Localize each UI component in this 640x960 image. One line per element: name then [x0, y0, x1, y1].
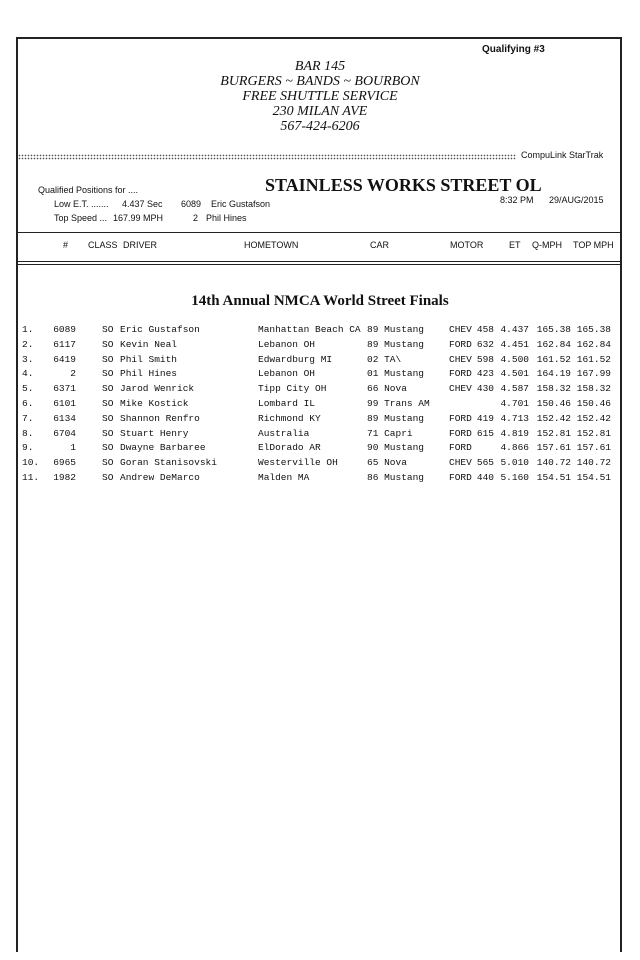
header-rule-bottom-1	[16, 261, 622, 262]
row-car: 86 Mustang	[367, 472, 425, 483]
row-motor-cid: 632	[476, 338, 494, 350]
row-et: 4.819	[500, 427, 529, 439]
row-hometown: Richmond KY	[258, 412, 321, 424]
row-hometown: Lebanon OH	[258, 368, 316, 380]
row-hometown: Edwardburg MI	[258, 353, 333, 365]
row-car-number: 1982	[53, 472, 76, 483]
col-topmph: TOP MPH	[573, 240, 614, 250]
table-row	[0, 457, 640, 472]
row-car: 90 Mustang	[367, 442, 425, 454]
row-driver: Andrew DeMarco	[120, 472, 200, 483]
row-car: 89 Mustang	[367, 338, 425, 350]
row-car: 71 Capri	[367, 427, 413, 439]
row-hometown: ElDorado AR	[258, 442, 321, 454]
col-et: ET	[509, 240, 521, 250]
row-et: 4.437	[500, 324, 529, 335]
row-top-mph: 140.72	[576, 457, 611, 469]
row-motor-make: CHEV	[449, 324, 472, 335]
row-driver: Goran Stanisovski	[120, 457, 217, 469]
sponsor-line-4: 230 MILAN AVE	[272, 104, 368, 119]
table-row	[0, 368, 640, 383]
row-top-mph: 157.61	[576, 442, 611, 454]
col-hometown: HOMETOWN	[244, 240, 299, 250]
low-et-value: 4.437 Sec	[122, 199, 163, 209]
row-motor-make: FORD	[449, 368, 472, 380]
table-row	[0, 398, 640, 413]
row-car: 65 Nova	[367, 457, 407, 469]
row-motor-make: FORD	[449, 412, 472, 424]
row-qmph: 150.46	[536, 398, 571, 409]
row-car-number: 6117	[53, 338, 76, 350]
row-et: 4.866	[500, 442, 529, 454]
row-et: 4.500	[500, 353, 529, 365]
row-class: SO	[102, 353, 114, 365]
row-motor-make: CHEV	[449, 353, 472, 365]
row-top-mph: 167.99	[576, 368, 611, 380]
table-row	[0, 354, 640, 369]
row-et: 4.501	[500, 368, 529, 380]
row-car-number: 1	[70, 442, 76, 454]
brand-label: CompuLink StarTrak	[521, 150, 604, 160]
col-car: CAR	[370, 240, 390, 250]
row-qmph: 162.84	[536, 338, 571, 350]
row-qmph: 158.32	[536, 383, 571, 395]
row-motor-cid: 598	[476, 353, 494, 365]
low-et-label: Low E.T. .......	[54, 199, 109, 209]
row-class: SO	[102, 383, 114, 395]
row-top-mph: 165.38	[576, 324, 611, 335]
table-row	[0, 428, 640, 443]
row-motor-cid: 430	[476, 383, 494, 395]
row-hometown: Lombard IL	[258, 398, 316, 409]
row-car: 89 Mustang	[367, 412, 425, 424]
top-speed-value: 167.99 MPH	[113, 213, 164, 223]
row-class: SO	[102, 427, 114, 439]
row-qmph: 152.42	[536, 412, 571, 424]
row-class: SO	[102, 324, 114, 335]
row-motor-make: FORD	[449, 427, 472, 439]
col-qmph: Q-MPH	[532, 240, 562, 250]
row-et: 4.713	[500, 412, 529, 424]
row-position: 6.	[22, 398, 34, 409]
event-date: 29/AUG/2015	[549, 195, 604, 205]
row-position: 3.	[22, 353, 34, 365]
top-speed-driver: Phil Hines	[206, 213, 247, 223]
row-qmph: 161.52	[536, 353, 571, 365]
header-rule-top	[16, 232, 622, 233]
table-row	[0, 442, 640, 457]
table-row	[0, 383, 640, 398]
row-car: 66 Nova	[367, 383, 407, 395]
row-car: 01 Mustang	[367, 368, 425, 380]
col-driver: DRIVER	[123, 240, 158, 250]
col-num: #	[63, 240, 69, 250]
row-top-mph: 158.32	[576, 383, 611, 395]
row-car-number: 6371	[53, 383, 76, 395]
row-driver: Eric Gustafson	[120, 324, 200, 335]
row-hometown: Tipp City OH	[258, 383, 327, 395]
row-motor-make: FORD	[449, 472, 472, 483]
row-position: 9.	[22, 442, 34, 454]
row-top-mph: 154.51	[576, 472, 611, 483]
row-position: 4.	[22, 368, 34, 380]
row-car-number: 6134	[53, 412, 76, 424]
col-motor: MOTOR	[450, 240, 484, 250]
row-car: 89 Mustang	[367, 324, 425, 335]
row-hometown: Lebanon OH	[258, 338, 316, 350]
row-hometown: Westerville OH	[258, 457, 338, 469]
row-top-mph: 162.84	[576, 338, 611, 350]
row-class: SO	[102, 368, 114, 380]
row-driver: Shannon Renfro	[120, 412, 200, 424]
sponsor-line-3: FREE SHUTTLE SERVICE	[242, 89, 398, 104]
row-driver: Mike Kostick	[120, 398, 189, 409]
row-motor-cid: 419	[476, 412, 494, 424]
row-qmph: 165.38	[536, 324, 571, 335]
row-class: SO	[102, 398, 114, 409]
row-driver: Phil Smith	[120, 353, 178, 365]
sponsor-line-5: 567-424-6206	[280, 119, 360, 134]
row-qmph: 140.72	[536, 457, 571, 469]
table-row	[0, 324, 640, 339]
row-car-number: 6704	[53, 427, 76, 439]
row-qmph: 152.81	[536, 427, 571, 439]
row-car: 99 Trans AM	[367, 398, 430, 409]
row-position: 11.	[22, 472, 40, 483]
row-class: SO	[102, 338, 114, 350]
row-class: SO	[102, 442, 114, 454]
row-et: 5.010	[500, 457, 529, 469]
row-driver: Jarod Wenrick	[120, 383, 195, 395]
top-speed-label: Top Speed ...	[54, 213, 108, 223]
row-position: 8.	[22, 427, 34, 439]
row-hometown: Malden MA	[258, 472, 310, 483]
row-car-number: 6965	[53, 457, 76, 469]
row-et: 4.587	[500, 383, 529, 395]
top-speed-car: 2	[193, 213, 199, 223]
row-driver: Kevin Neal	[120, 338, 178, 350]
row-et: 5.160	[500, 472, 529, 483]
row-top-mph: 161.52	[576, 353, 611, 365]
row-qmph: 157.61	[536, 442, 571, 454]
row-driver: Phil Hines	[120, 368, 178, 380]
row-motor-cid: 458	[476, 324, 494, 335]
row-top-mph: 152.81	[576, 427, 611, 439]
sponsor-line-2: BURGERS ~ BANDS ~ BOURBON	[220, 74, 420, 89]
row-class: SO	[102, 412, 114, 424]
row-top-mph: 152.42	[576, 412, 611, 424]
row-hometown: Australia	[258, 427, 310, 439]
table-row	[0, 339, 640, 354]
low-et-car: 6089	[181, 199, 202, 209]
qualified-label: Qualified Positions for ....	[38, 185, 139, 195]
row-top-mph: 150.46	[576, 398, 611, 409]
row-motor-make: FORD	[449, 442, 472, 454]
low-et-driver: Eric Gustafson	[211, 199, 271, 209]
row-motor-cid: 565	[476, 457, 494, 469]
row-driver: Stuart Henry	[120, 427, 189, 439]
row-class: SO	[102, 472, 114, 483]
row-qmph: 164.19	[536, 368, 571, 380]
row-position: 10.	[22, 457, 40, 469]
row-car: 02 TA\	[367, 353, 402, 365]
header-rule-bottom-2	[16, 264, 622, 265]
table-row	[0, 413, 640, 428]
row-car-number: 6101	[53, 398, 76, 409]
row-car-number: 6419	[53, 353, 76, 365]
row-position: 2.	[22, 338, 34, 350]
row-hometown: Manhattan Beach CA	[258, 324, 361, 335]
row-car-number: 6089	[53, 324, 76, 335]
dotted-separator	[18, 154, 516, 160]
race-title: 14th Annual NMCA World Street Finals	[191, 293, 449, 309]
row-driver: Dwayne Barbaree	[120, 442, 206, 454]
row-et: 4.451	[500, 338, 529, 350]
row-motor-make: CHEV	[449, 383, 472, 395]
row-motor-make: CHEV	[449, 457, 472, 469]
sponsor-line-1: BAR 145	[294, 59, 346, 74]
event-title: STAINLESS WORKS STREET OL	[265, 175, 542, 195]
row-class: SO	[102, 457, 114, 469]
row-position: 1.	[22, 324, 34, 335]
event-time: 8:32 PM	[500, 195, 534, 205]
col-class: CLASS	[88, 240, 118, 250]
row-position: 7.	[22, 412, 34, 424]
row-car-number: 2	[70, 368, 76, 380]
row-qmph: 154.51	[536, 472, 571, 483]
row-motor-cid: 615	[476, 427, 494, 439]
row-motor-make: FORD	[449, 338, 472, 350]
row-et: 4.701	[500, 398, 529, 409]
row-motor-cid: 423	[476, 368, 494, 380]
table-row	[0, 472, 640, 487]
row-position: 5.	[22, 383, 34, 395]
row-motor-cid: 440	[476, 472, 494, 483]
page-label: Qualifying #3	[482, 44, 545, 55]
